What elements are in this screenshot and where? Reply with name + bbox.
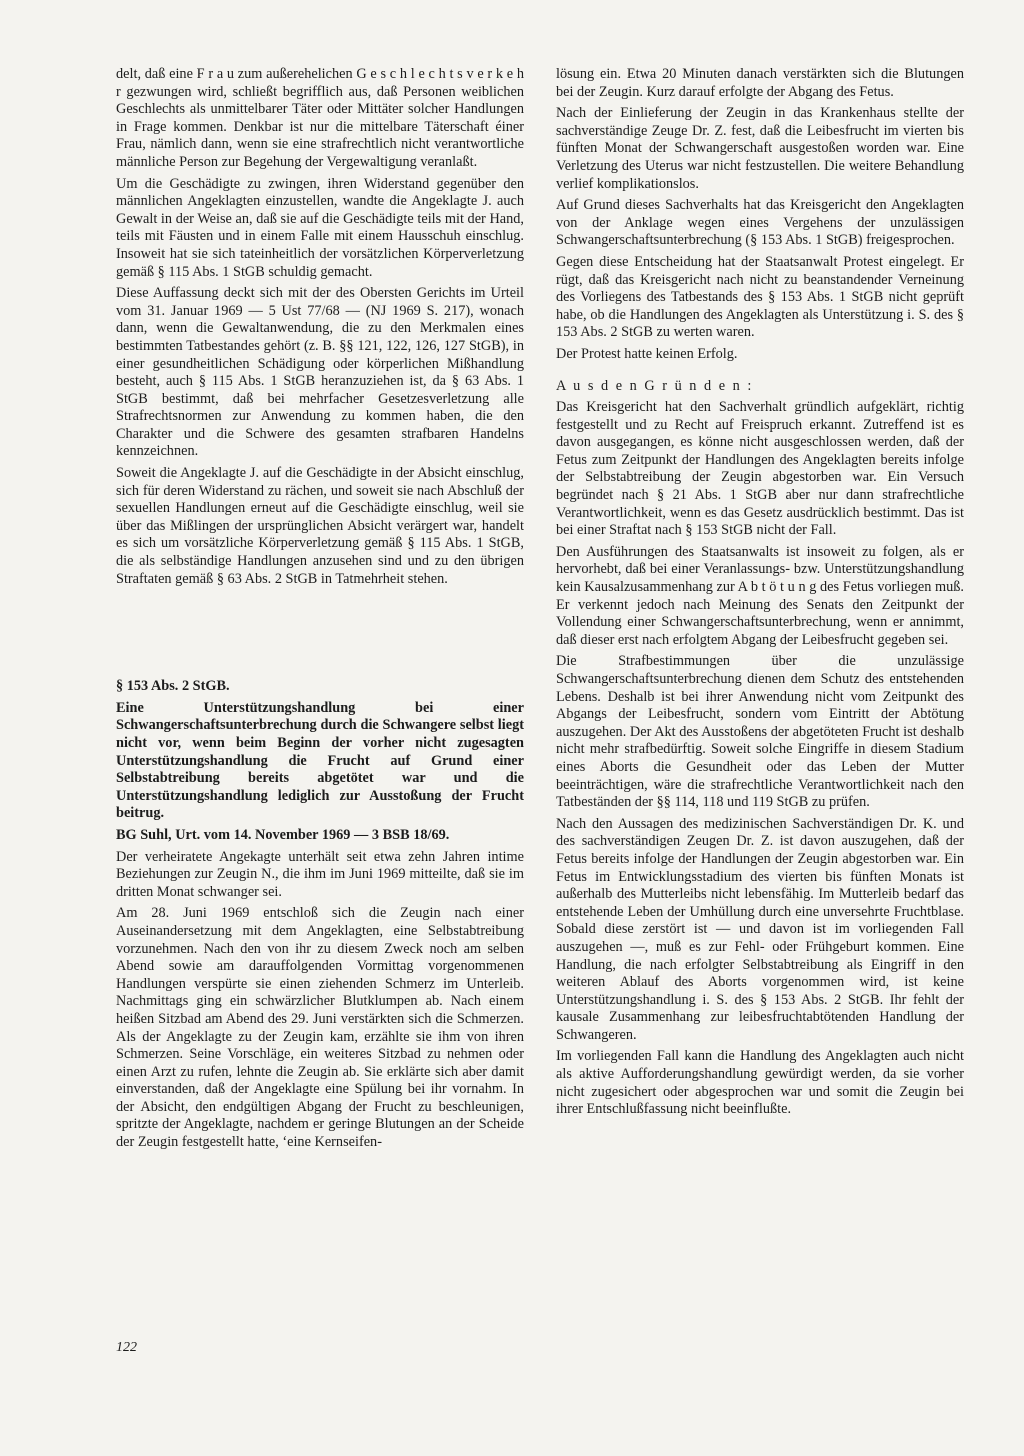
paragraph: Am 28. Juni 1969 entschloß sich die Zeugin nach einer Auseinandersetzung mit dem Angeklagten, eine Selbstabtreibung vorzunehmen. Nach den von ihr zu diesem Zweck noch am selben Abend sowie am darauffolgenden Vormittag vorgenommenen Handlungen verspürte sie einen ziehenden Schmerz im Unterleib. Nachmittags ging ein schwärzlicher Blutklumpen ab. Nach einem heißen Sitzbad am Abend des 29. Juni verstärkten sich die Schmerzen. Als der Angeklagte zu der Zeugin kam, erzählte sie ihm von ihren Schmerzen. Seine Vorschläge, ein weiteres Sitzbad zu nehmen oder einen Arzt zu rufen, lehnte die Zeugin ab. Sie erklärte sich aber damit einverstanden, daß der Angeklagte eine Spülung bei ihr vornahm. In der Absicht, den endgültigen Abgang der Frucht zu beschleunigen, spritzte der Angeklagte, nachdem er geringe Blutungen an der Scheide der Zeugin festgestellt hatte, ‘eine Kernseifen- [116, 905, 524, 1151]
section-reference: § 153 Abs. 2 StGB. [116, 678, 230, 695]
paragraph: Der Protest hatte keinen Erfolg. [556, 345, 738, 362]
case-citation: BG Suhl, Urt. vom 14. November 1969 — 3 BSB 18/69. [116, 826, 450, 843]
paragraph: Nach der Einlieferung der Zeugin in das Krankenhaus stellte der sachverständige Zeuge Dr. Z. fest, daß die Leibesfrucht im vierten bis fünften Monat der Schwangerschaft ausgestoßen worden war. Eine Verletzung des Uterus war nicht festzustellen. Die weitere Behandlung verlief komplikationslos. [556, 105, 964, 192]
paragraph: Im vorliegenden Fall kann die Handlung des Angeklagten auch nicht als aktive Aufforderungshandlung gewürdigt werden, da sie vorher nicht zugesichert oder abgesprochen war und somit die Zeugin bei ihrer Entschlußfassung nicht beeinflußte. [556, 1048, 964, 1118]
paragraph: Diese Auffassung deckt sich mit der des Obersten Gerichts im Urteil vom 31. Januar 1969 — 5 Ust 77/68 — (NJ 1969 S. 217), wonach dann, wenn die Gewaltanwendung, die zu den Merkmalen eines bestimmten Tatbestandes gehört (z. B. §§ 121, 122, 126, 127 StGB), in einer gesundheitlichen Schädigung oder körperlichen Mißhandlung besteht, auch § 115 Abs. 1 StGB heranzuziehen ist, da § 63 Abs. 1 StGB bestimmt, daß bei mehrfacher Gesetzesverletzung alle Strafrechtsnormen zur Anwendung zu kommen haben, die den Charakter und die Schwere des gesamten strafbaren Handelns kennzeichnen. [116, 285, 524, 460]
paragraph: Der verheiratete Angekagte unterhält seit etwa zehn Jahren intime Beziehungen zur Zeugin N., die ihm im Juni 1969 mitteilte, daß sie im dritten Monat schwanger sei. [116, 848, 524, 900]
paragraph: delt, daß eine F r a u zum außerehelichen G e s c h l e c h t s v e r k e h r gezwungen wird, schließt begrifflich aus, daß Personen weiblichen Geschlechts als unmittelbarer Täter oder Mittäter solcher Handlungen in Frage kommen. Denkbar ist nur die mittelbare Täterschaft éiner Frau, nämlich dann, wenn sie eine strafrechtlich nicht verantwortliche männliche Person zur Begehung der Vergewaltigung veranlaßt. [116, 66, 524, 170]
paragraph: Das Kreisgericht hat den Sachverhalt gründlich aufgeklärt, richtig festgestellt und zu Recht auf Freispruch erkannt. Zutreffend ist es davon ausgegangen, es könne nicht ausgeschlossen werden, daß der Fetus zum Zeitpunkt der Handlungen des Angeklagten bereits infolge der Selbstabtreibung der Zeugin abgestorben war. Ein Versuch begründet nach § 21 Abs. 1 StGB aber nur dann strafrechtliche Verantwortlichkeit, wenn es das Gesetz ausdrücklich bestimmt. Das ist bei einer Straftat nach § 153 StGB nicht der Fall. [556, 399, 964, 539]
headnote: Eine Unterstützungshandlung bei einer Schwangerschaftsunterbrechung durch die Schwangere selbst liegt nicht vor, wenn beim Beginn der vorher nicht zugesagten Unterstützungshandlung die Frucht auf Grund einer Selbstabtreibung bereits abgetötet war und die Unterstützungshandlung lediglich zur Ausstoßung der Frucht beitrug. [116, 699, 524, 822]
paragraph: lösung ein. Etwa 20 Minuten danach verstärkten sich die Blutungen bei der Zeugin. Kurz darauf erfolgte der Abgang des Fetus. [556, 66, 964, 100]
right-column [556, 66, 964, 1123]
paragraph: Nach den Aussagen des medizinischen Sachverständigen Dr. K. und des sachverständigen Zeugen Dr. Z. ist davon auszugehen, daß der Fetus bereits infolge der Handlungen der Zeugin abgestorben war. Ein Fetus im Entwicklungsstadium des vierten bis fünften Monats ist außerhalb des Mutterleibs nicht lebensfähig. Im Mutterleib bedarf das entstehende Leben der Umhüllung durch eine unversehrte Fruchtblase. Sobald diese zerstört ist — und davon ist im vorliegenden Fall auszugehen —, muß es zur Fehl- oder Frühgeburt kommen. Eine Handlung, die nach erfolgter Selbstabtreibung als Eingriff in den weiteren Ablauf des Aborts vorgenommen wird, ist keine Unterstützungshandlung i. S. des § 153 Abs. 2 StGB. Ihr fehlt der kausale Zusammenhang zur leibesfruchtabtötenden Handlung der Schwangeren. [556, 815, 964, 1043]
section-heading: A u s d e n G r ü n d e n : [556, 377, 754, 394]
page-number: 122 [116, 1340, 137, 1355]
paragraph: Gegen diese Entscheidung hat der Staatsanwalt Protest eingelegt. Er rügt, daß das Kreisgericht nach nicht zu beanstandender Verneinung des Vorliegens des Tatbestands des § 153 Abs. 1 StGB nicht geprüft habe, ob die Handlungen des Angeklagten als Unterstützung i. S. des § 153 Abs. 2 StGB zu werten waren. [556, 253, 964, 341]
paragraph: Den Ausführungen des Staatsanwalts ist insoweit zu folgen, als er hervorhebt, daß bei einer Veranlassungs- bzw. Unterstützungshandlung kein Kausalzusammenhang zur A b t ö t u n g des Fetus vorliegen muß. Er verkennt jedoch nach Meinung des Senats den Zeitpunkt der Vollendung einer Schwangerschaftsunterbrechung, wenn er annimmt, daß dieser erst nach erfolgtem Abgang der Leibesfrucht gegeben sei. [556, 543, 964, 648]
paragraph: Auf Grund dieses Sachverhalts hat das Kreisgericht den Angeklagten von der Anklage wegen eines Vergehens der unzulässigen Schwangerschaftsunterbrechung (§ 153 Abs. 1 StGB) freigesprochen. [556, 197, 964, 249]
paragraph: Um die Geschädigte zu zwingen, ihren Widerstand gegenüber den männlichen Angeklagten einzustellen, wandte die Angeklagte J. auch Gewalt in der Weise an, daß sie auf die Geschädigte teils mit der Hand, teils mit Fäusten und in einem Falle mit einem Hausschuh einschlug. Insoweit hat sie sich tateinheitlich der vorsätzlichen Körperverletzung gemäß § 115 Abs. 1 StGB schuldig gemacht. [116, 175, 524, 280]
paragraph: Die Strafbestimmungen über die unzulässige Schwangerschaftsunterbrechung dienen dem Schutz des entstehenden Lebens. Deshalb ist bei ihrer Anwendung nicht vom Zeitpunkt des Abgangs der Leibesfrucht, sondern vom Eintritt der Abtötung auszugehen. Der Akt des Ausstoßens der abgetöteten Frucht ist deshalb nicht mehr strafbedürftig. Soweit solche Eingriffe in diesem Stadium eines Aborts die Gesundheit oder das Leben der Mutter beeinträchtigen, wäre die strafrechtliche Verantwortlichkeit nach den Tatbeständen der §§ 114, 118 und 119 StGB zu prüfen. [556, 653, 964, 811]
left-column [116, 66, 524, 1156]
paragraph: Soweit die Angeklagte J. auf die Geschädigte in der Absicht einschlug, sich für deren Widerstand zu rächen, und soweit sie nach Abschluß der sexuellen Handlungen erneut auf die Geschädigte einschlug, weil sie über das Mißlingen der ursprünglichen Absicht verärgert war, handelt es sich um vorsätzliche Körperverletzung gemäß § 115 Abs. 1 StGB, die als selbständige Handlungen anzusehen sind und zu den übrigen Straftaten gemäß § 63 Abs. 2 StGB in Tatmehrheit stehen. [116, 465, 524, 587]
